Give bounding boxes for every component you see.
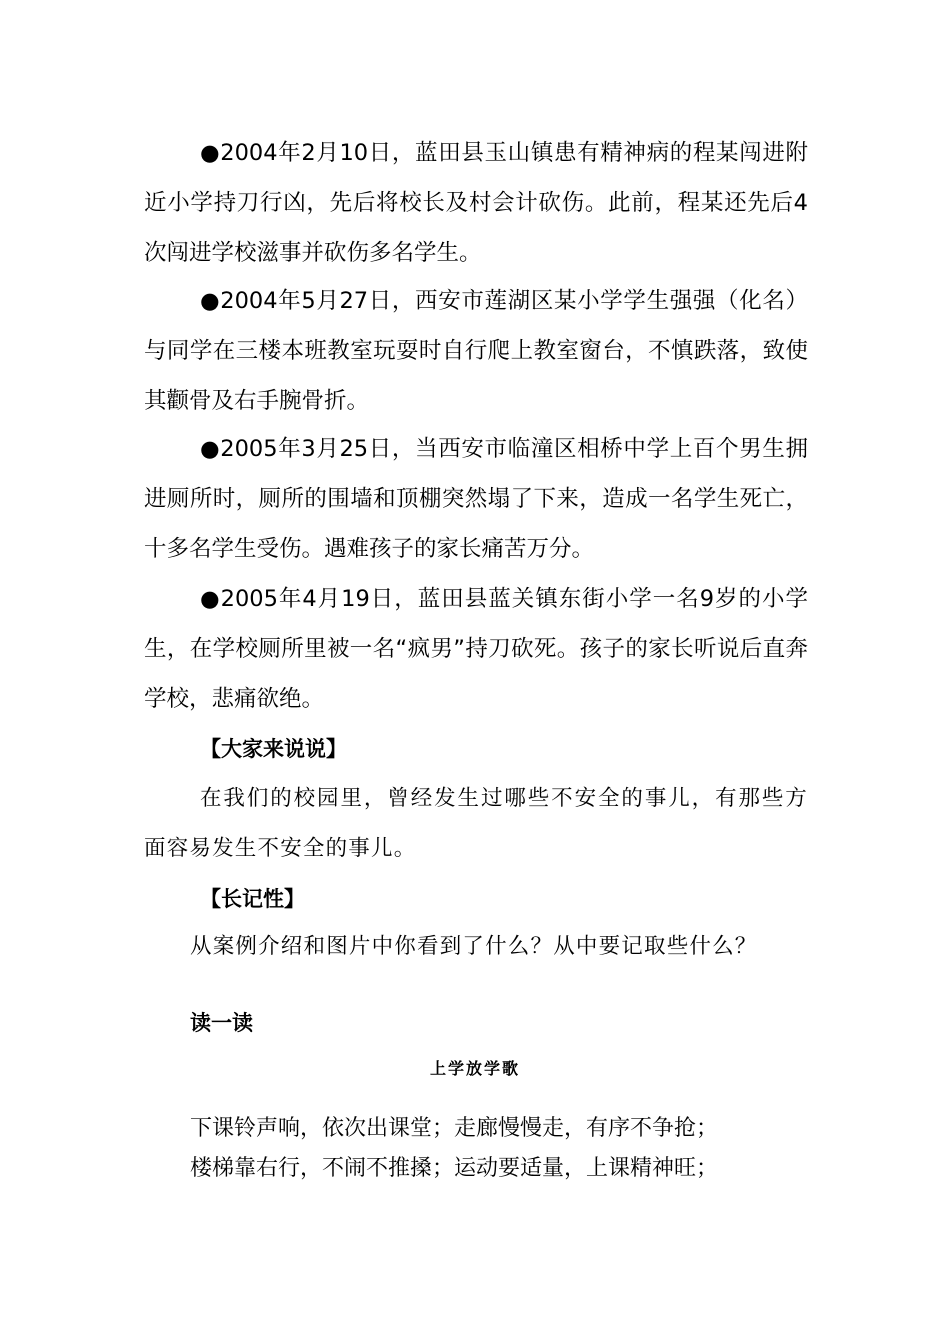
case-paragraph-1: ●2004年2月10日，蓝田县玉山镇患有精神病的程某闯进附近小学持刀行凶，先后将校长及村会计砍伤。此前，程某还先后4次闯进学校滋事并砍伤多名学生。 — [144, 140, 808, 266]
remember-heading: 【长记性】 — [200, 887, 305, 911]
read-heading: 读一读 — [190, 1011, 253, 1035]
poem-title: 上学放学歌 — [429, 1059, 520, 1078]
discuss-heading: 【大家来说说】 — [200, 737, 347, 761]
poem-line-1: 下课铃声响，依次出课堂；走廊慢慢走，有序不争抢； — [190, 1116, 719, 1141]
discuss-text: 在我们的校园里，曾经发生过哪些不安全的事儿，有那些方面容易发生不安全的事儿。 — [144, 786, 808, 861]
case-paragraph-3: ●2005年3月25日，当西安市临潼区相桥中学上百个男生拥进厕所时，厕所的围墙和顶棚突然塌了下来，造成一名学生死亡，十多名学生受伤。遇难孩子的家长痛苦万分。 — [144, 436, 808, 562]
remember-question: 从案例介绍和图片中你看到了什么？从中要记取些什么？ — [190, 934, 758, 959]
poem-line-2: 楼梯靠右行，不闹不推搡；运动要适量，上课精神旺； — [190, 1156, 719, 1181]
case-paragraph-2: ●2004年5月27日，西安市莲湖区某小学学生强强（化名）与同学在三楼本班教室玩耍时自行爬上教室窗台，不慎跌落，致使其颧骨及右手腕骨折。 — [144, 288, 808, 414]
case-paragraph-4: ●2005年4月19日，蓝田县蓝关镇东街小学一名9岁的小学生，在学校厕所里被一名“疯男”持刀砍死。孩子的家长听说后直奔学校，悲痛欲绝。 — [144, 586, 808, 712]
